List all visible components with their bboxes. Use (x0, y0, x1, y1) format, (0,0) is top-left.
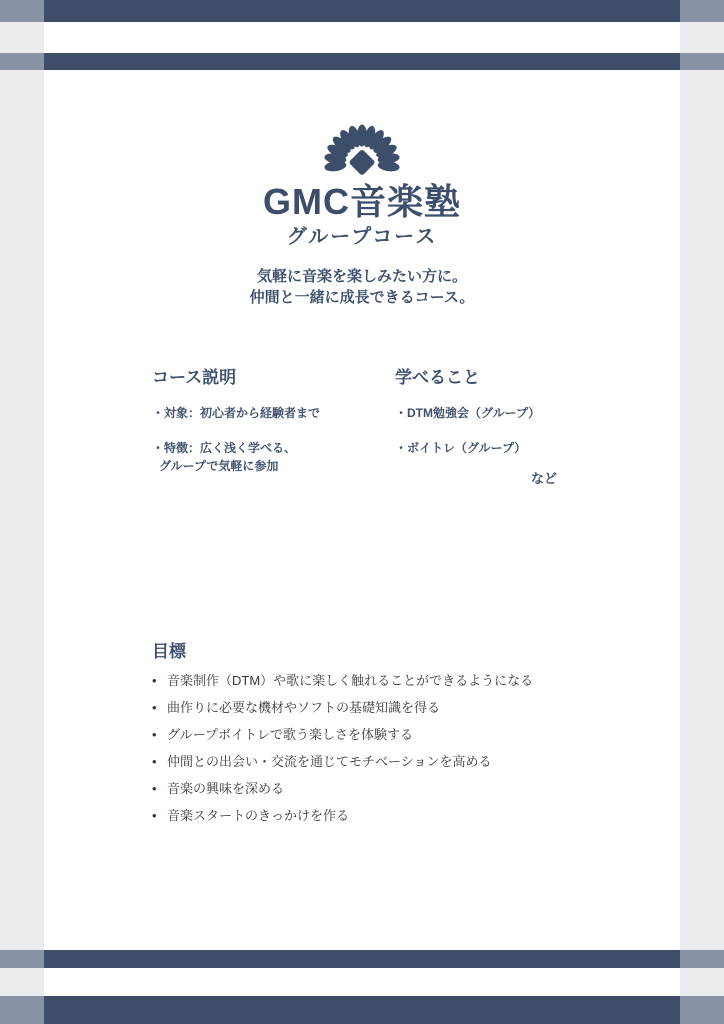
list-item (152, 728, 680, 743)
right-border-strip (680, 0, 724, 1024)
goals-list (152, 674, 680, 824)
course-description-list (152, 404, 395, 475)
tagline-line-2: 仲間と一緒に成長できるコース。 (249, 288, 475, 306)
list-item (395, 439, 557, 457)
list-item-text: 対象：初心者から経験者まで (164, 405, 321, 420)
band-end-cap (680, 0, 724, 22)
band-end-cap (680, 53, 724, 70)
band-bar (44, 0, 680, 22)
list-item (152, 755, 680, 770)
band-end-cap (680, 996, 724, 1024)
bullet-marker: ・ (395, 405, 408, 420)
band-end-cap (680, 950, 724, 968)
bullet-marker: • (152, 754, 157, 770)
course-name-subtitle: グループコース (286, 225, 438, 248)
etc-label: など (530, 470, 557, 486)
bottom-inner-band (0, 950, 724, 968)
bullet-marker: • (152, 673, 157, 689)
bullet-marker: • (152, 781, 157, 797)
bullet-marker: • (152, 808, 157, 824)
top-inner-band (0, 53, 724, 70)
band-bar (44, 996, 680, 1024)
list-item (152, 809, 680, 824)
list-item (152, 782, 680, 797)
list-item-text: ボイトレ（グループ） (407, 440, 527, 455)
list-item-text: DTM勉強会（グループ） (407, 405, 541, 420)
band-end-cap (0, 950, 44, 968)
list-item-text: 曲作りに必要な機材やソフトの基礎知識を得る (167, 700, 441, 716)
tagline-line-1: 気軽に音楽を楽しみたい方に。 (256, 267, 467, 285)
list-item (395, 404, 557, 422)
page-title: GMC音楽塾 (263, 181, 461, 222)
band-end-cap (0, 996, 44, 1024)
list-item (152, 674, 680, 689)
band-end-cap (0, 0, 44, 22)
course-description-section (152, 368, 395, 492)
list-item-text: 音楽制作（DTM）や歌に楽しく触れることができるようになる (167, 673, 534, 689)
flyer-content (44, 70, 680, 836)
band-bar (44, 950, 680, 968)
learnable-section (395, 368, 557, 492)
bullet-marker: • (152, 700, 157, 716)
list-item-text: 音楽の興味を深める (167, 781, 285, 797)
top-outer-band (0, 0, 724, 22)
list-item (152, 404, 395, 422)
goals-heading: 目標 (152, 641, 186, 661)
list-item-text: 特徴：広く浅く学べる、 (164, 440, 297, 455)
bullet-marker: ・ (152, 440, 165, 455)
band-end-cap (0, 53, 44, 70)
course-description-heading: コース説明 (152, 367, 237, 387)
list-item-text: 仲間との出会い・交流を通じてモチベーションを高める (167, 754, 492, 770)
bullet-marker: ・ (395, 440, 408, 455)
list-item (152, 439, 395, 475)
left-border-strip (0, 0, 44, 1024)
band-bar (44, 53, 680, 70)
bullet-marker: • (152, 727, 157, 743)
bottom-outer-band (0, 996, 724, 1024)
bullet-marker: ・ (152, 405, 165, 420)
learnable-heading: 学べること (395, 367, 480, 387)
tagline (44, 266, 680, 308)
fan-petal-logo-icon (314, 118, 410, 178)
goals-section (44, 642, 680, 824)
learnable-list (395, 404, 557, 457)
list-item-text-wrap: グループで気軽に参加 (159, 458, 279, 473)
list-item-text: 音楽スタートのきっかけを作る (167, 808, 350, 824)
info-columns (44, 368, 680, 492)
list-item (152, 701, 680, 716)
list-item-text: グループボイトレで歌う楽しさを体験する (167, 727, 413, 743)
